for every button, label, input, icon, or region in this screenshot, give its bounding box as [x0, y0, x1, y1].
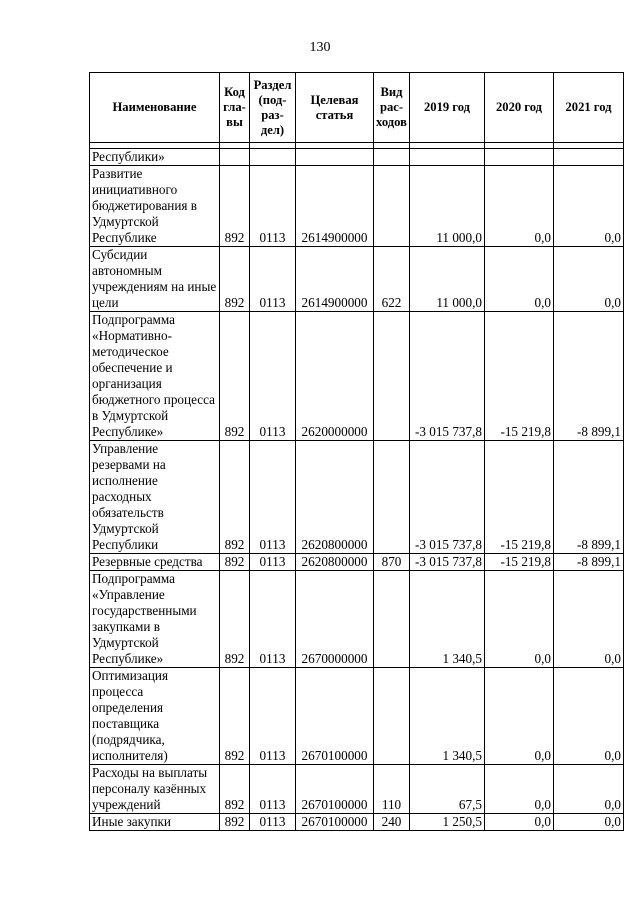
table-row — [90, 149, 624, 166]
cell-2020: 0,0 — [485, 571, 554, 668]
cell-chapter: 892 — [220, 765, 250, 814]
cell-chapter: 892 — [220, 814, 250, 831]
cell-2021 — [554, 149, 624, 166]
cell-article: 2670100000 — [296, 668, 374, 765]
cell-2021: 0,0 — [554, 166, 624, 247]
cell-2019: 11 000,0 — [410, 247, 485, 312]
cell-expense-type: 870 — [374, 554, 410, 571]
cell-name: Оптимизация процесса определения поставщика (подрядчика, исполнителя) — [90, 668, 220, 765]
cell-name: Управление резервами на исполнение расходных обязательств Удмуртской Республики — [90, 441, 220, 554]
col-2020-header: 2020 год — [485, 73, 554, 143]
budget-table — [89, 72, 624, 831]
cell-2021: -8 899,1 — [554, 312, 624, 441]
cell-2019: 67,5 — [410, 765, 485, 814]
cell-name: Республики» — [90, 149, 220, 166]
table-header-row — [90, 73, 624, 143]
col-2021-header: 2021 год — [554, 73, 624, 143]
table-body — [90, 149, 624, 831]
col-name-header: Наименование — [90, 73, 220, 143]
cell-name: Резервные средства — [90, 554, 220, 571]
table-row — [90, 441, 624, 554]
cell-chapter: 892 — [220, 554, 250, 571]
cell-2021: 0,0 — [554, 247, 624, 312]
cell-name: Субсидии автономным учреждениям на иные цели — [90, 247, 220, 312]
cell-2021: 0,0 — [554, 668, 624, 765]
page-number: 130 — [309, 40, 331, 55]
cell-section: 0113 — [250, 765, 296, 814]
table-row — [90, 247, 624, 312]
cell-2020: 0,0 — [485, 668, 554, 765]
cell-article: 2670000000 — [296, 571, 374, 668]
cell-2020: 0,0 — [485, 765, 554, 814]
table-row — [90, 571, 624, 668]
cell-section: 0113 — [250, 441, 296, 554]
cell-name: Развитие инициативного бюджетирования в Удмуртской Республике — [90, 166, 220, 247]
cell-expense-type — [374, 166, 410, 247]
cell-expense-type — [374, 312, 410, 441]
cell-2019 — [410, 149, 485, 166]
table-row — [90, 765, 624, 814]
cell-2021: 0,0 — [554, 765, 624, 814]
table-row — [90, 312, 624, 441]
cell-2021: 0,0 — [554, 814, 624, 831]
cell-section: 0113 — [250, 312, 296, 441]
table-row — [90, 554, 624, 571]
cell-name: Подпрограмма «Нормативно-методическое обеспечение и организация бюджетного процесса в Удмуртской Республике» — [90, 312, 220, 441]
cell-expense-type: 622 — [374, 247, 410, 312]
cell-2020: -15 219,8 — [485, 312, 554, 441]
cell-2019: 11 000,0 — [410, 166, 485, 247]
cell-section: 0113 — [250, 668, 296, 765]
cell-article: 2620000000 — [296, 312, 374, 441]
cell-expense-type — [374, 668, 410, 765]
cell-2021: -8 899,1 — [554, 441, 624, 554]
cell-2019: 1 250,5 — [410, 814, 485, 831]
cell-expense-type — [374, 571, 410, 668]
cell-expense-type — [374, 149, 410, 166]
cell-chapter: 892 — [220, 441, 250, 554]
col-section-header: Раздел (под- раз- дел) — [250, 73, 296, 143]
cell-article: 2614900000 — [296, 166, 374, 247]
cell-chapter: 892 — [220, 571, 250, 668]
cell-name: Расходы на выплаты персоналу казённых учреждений — [90, 765, 220, 814]
cell-chapter: 892 — [220, 247, 250, 312]
cell-2020: -15 219,8 — [485, 554, 554, 571]
cell-chapter: 892 — [220, 166, 250, 247]
cell-2020: 0,0 — [485, 814, 554, 831]
cell-2021: 0,0 — [554, 571, 624, 668]
cell-2020: 0,0 — [485, 247, 554, 312]
cell-article: 2620800000 — [296, 554, 374, 571]
col-chapter-header: Код гла- вы — [220, 73, 250, 143]
cell-2019: -3 015 737,8 — [410, 312, 485, 441]
table-row — [90, 668, 624, 765]
cell-2021: -8 899,1 — [554, 554, 624, 571]
cell-section: 0113 — [250, 166, 296, 247]
cell-chapter: 892 — [220, 668, 250, 765]
cell-section: 0113 — [250, 571, 296, 668]
cell-2020: 0,0 — [485, 166, 554, 247]
col-article-header: Целевая статья — [296, 73, 374, 143]
cell-2019: 1 340,5 — [410, 668, 485, 765]
cell-article: 2614900000 — [296, 247, 374, 312]
table-row — [90, 814, 624, 831]
col-expense-type-header: Вид рас- ходов — [374, 73, 410, 143]
cell-expense-type: 240 — [374, 814, 410, 831]
table-row — [90, 166, 624, 247]
cell-section: 0113 — [250, 814, 296, 831]
cell-section — [250, 149, 296, 166]
cell-expense-type: 110 — [374, 765, 410, 814]
cell-2020 — [485, 149, 554, 166]
cell-section: 0113 — [250, 247, 296, 312]
cell-expense-type — [374, 441, 410, 554]
cell-chapter: 892 — [220, 312, 250, 441]
cell-article — [296, 149, 374, 166]
cell-section: 0113 — [250, 554, 296, 571]
cell-name: Иные закупки — [90, 814, 220, 831]
cell-chapter — [220, 149, 250, 166]
cell-article: 2670100000 — [296, 765, 374, 814]
col-2019-header: 2019 год — [410, 73, 485, 143]
cell-2019: -3 015 737,8 — [410, 441, 485, 554]
cell-2019: 1 340,5 — [410, 571, 485, 668]
cell-article: 2620800000 — [296, 441, 374, 554]
cell-2019: -3 015 737,8 — [410, 554, 485, 571]
cell-2020: -15 219,8 — [485, 441, 554, 554]
cell-name: Подпрограмма «Управление государственными закупками в Удмуртской Республике» — [90, 571, 220, 668]
cell-article: 2670100000 — [296, 814, 374, 831]
